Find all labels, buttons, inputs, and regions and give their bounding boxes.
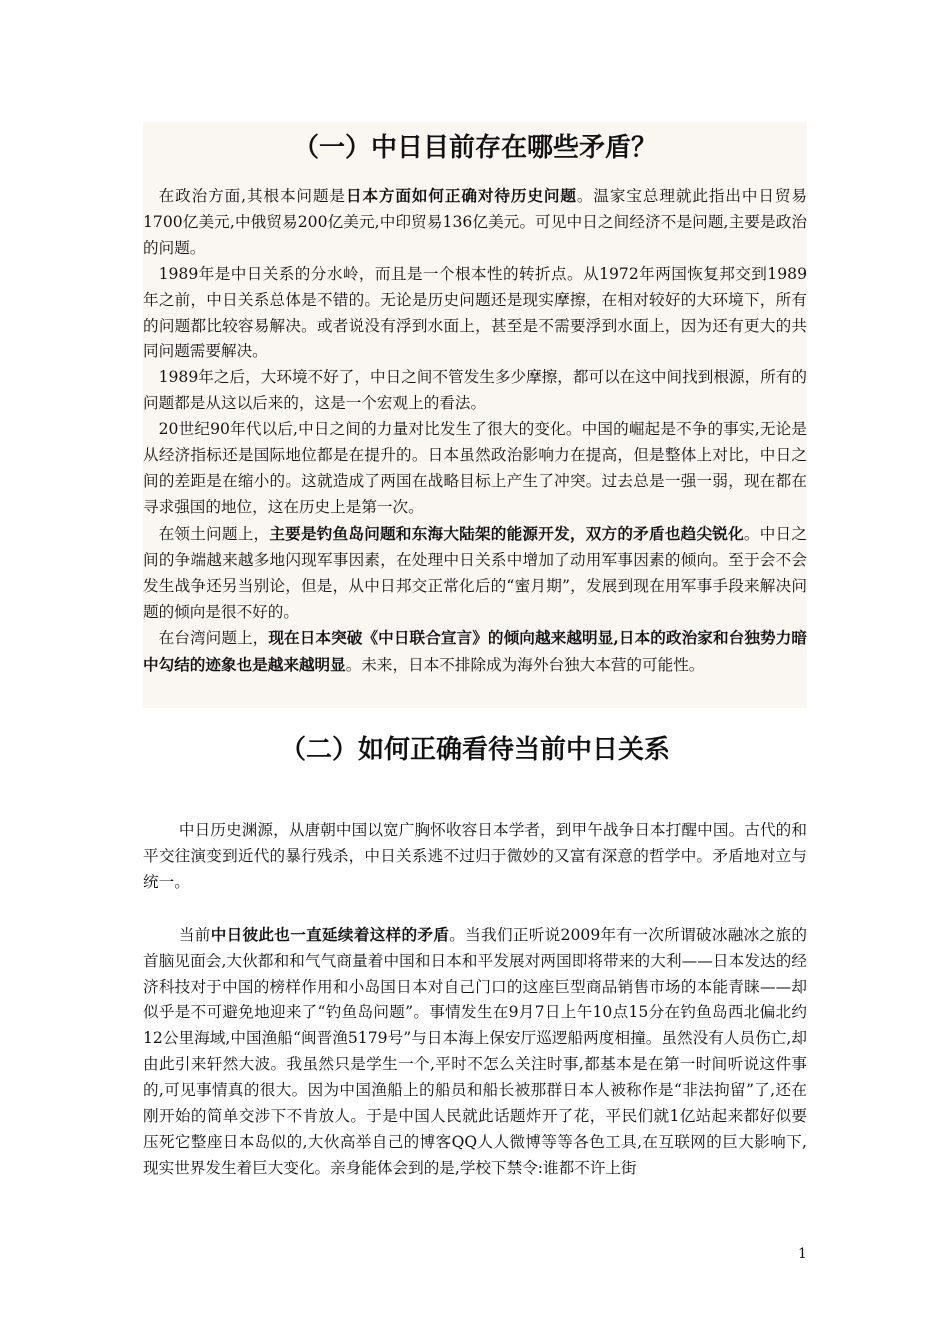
text-run: 20世纪90年代以后,中日之间的力量对比发生了很大的变化。中国的崛起是不争的事实,无论是从经济指标还是国际地位都是在提升的。日本虽然政治影响力在提高，但是整体上对比，中日之间的差距是在缩小的。这就造成了两国在战略目标上产生了冲突。过去总是一强一弱，现在都在寻求强国的地位，这在历史上是第一次。 bbox=[143, 420, 807, 516]
section1-heading: （一）中日目前存在哪些矛盾？ bbox=[292, 133, 657, 163]
bold-text: 现在日本突破《中日联合宣言》的倾向越来越明显,日本的政治家和台独势力暗中勾结的迹象也是越来越明显 bbox=[143, 628, 807, 675]
text-run: 在政治方面,其根本问题是 bbox=[158, 187, 346, 205]
text-run: 。未来，日本不排除成为海外台独大本营的可能性。 bbox=[345, 656, 705, 675]
section1-body bbox=[143, 183, 807, 679]
text-run: 1989年之后，大环境不好了，中日之间不管发生多少摩擦，都可以在这中间找到根源，所有的问题都是从这以后来的，这是一个宏观上的看法。 bbox=[143, 368, 807, 413]
section2-body bbox=[143, 818, 807, 1182]
paragraph-q1 bbox=[143, 818, 807, 896]
paragraph-p2 bbox=[143, 262, 807, 366]
page-number: 1 bbox=[798, 1246, 807, 1262]
paragraph-p1 bbox=[143, 183, 807, 262]
text-run: 中日历史渊源，从唐朝中国以宽广胸怀收容日本学者，到甲午战争日本打醒中国。古代的和平交往演变到近代的暴行残杀，中日关系逃不过归于微妙的又富有深意的哲学中。矛盾地对立与统一。 bbox=[143, 821, 807, 891]
paragraph-p4 bbox=[143, 417, 807, 521]
text-run: 。当我们正听说2009年有一次所谓破冰融冰之旅的首脑见面会,大伙都和和气气商量着中国和日本和平发展对两国即将带来的大利——日本发达的经济科技对于中国的榜样作用和小岛国日本对自己门口的这座巨型商品销售市场的本能青睐——却似乎是不可避免地迎来了“钓鱼岛问题”。事情发生在9月7日上午10点15分在钓鱼岛西北偏北约12公里海域,中国渔船“闽晋渔5179号”与日本海上保安厅巡逻船两度相撞。虽然没有人员伤亡,却由此引来轩然大波。我虽然只是学生一个,平时不怎么关注时事,都基本是在第一时间听说这件事的,可见事情真的很大。因为中国渔船上的船员和船长被那群日本人被称作是“非法拘留”了,还在刚开始的简单交涉下不肯放人。于是中国人民就此话题炸开了花，平民们就1亿站起来都好似要压死它整座日本岛似的,大伙高举自己的博客QQ人人微博等等各色工具,在互联网的巨大影响下,现实世界发生着巨大变化。亲身能体会到的是,学校下禁令:谁都不许上街 bbox=[143, 925, 807, 1177]
text-run: 当前 bbox=[178, 925, 211, 944]
section2-heading: （二）如何正确看待当前中日关系 bbox=[279, 735, 670, 765]
text-run: 在领土问题上， bbox=[158, 524, 270, 543]
bold-text: 日本方面如何正确对待历史问题 bbox=[345, 186, 577, 205]
text-run: 。中日之间的争端越来越多地闪现军事因素，在处理中日关系中增加了动用军事因素的倾向。至于会不会发生战争还另当别论，但是，从中日邦交正常化后的“蜜月期”，发展到现在用军事手段来解决问题的倾向是很不好的。 bbox=[143, 524, 807, 621]
text-run: 1989年是中日关系的分水岭，而且是一个根本性的转折点。从1972年两国恢复邦交到1989年之前，中日关系总体是不错的。无论是历史问题还是现实摩擦，在相对较好的大环境下，所有的问题都比较容易解决。或者说没有浮到水面上，甚至是不需要浮到水面上，因为还有更大的共同问题需要解决。 bbox=[143, 264, 807, 361]
bold-text: 主要是钓鱼岛问题和东海大陆架的能源开发，双方的矛盾也趋尖锐化 bbox=[269, 523, 744, 543]
paragraph-p3 bbox=[143, 365, 807, 417]
paragraph-p6 bbox=[143, 625, 807, 679]
paragraph-p5 bbox=[143, 521, 807, 626]
bold-text: 中日彼此也一直延续着这样的矛盾 bbox=[210, 924, 450, 944]
paragraph-q2 bbox=[143, 922, 807, 1182]
text-run: 。温家宝总理就此指出中日贸易1700亿美元,中俄贸易200亿美元,中印贸易136亿美元。可见中日之间经济不是问题,主要是政治的问题。 bbox=[143, 187, 807, 257]
text-run: 在台湾问题上， bbox=[158, 629, 269, 648]
